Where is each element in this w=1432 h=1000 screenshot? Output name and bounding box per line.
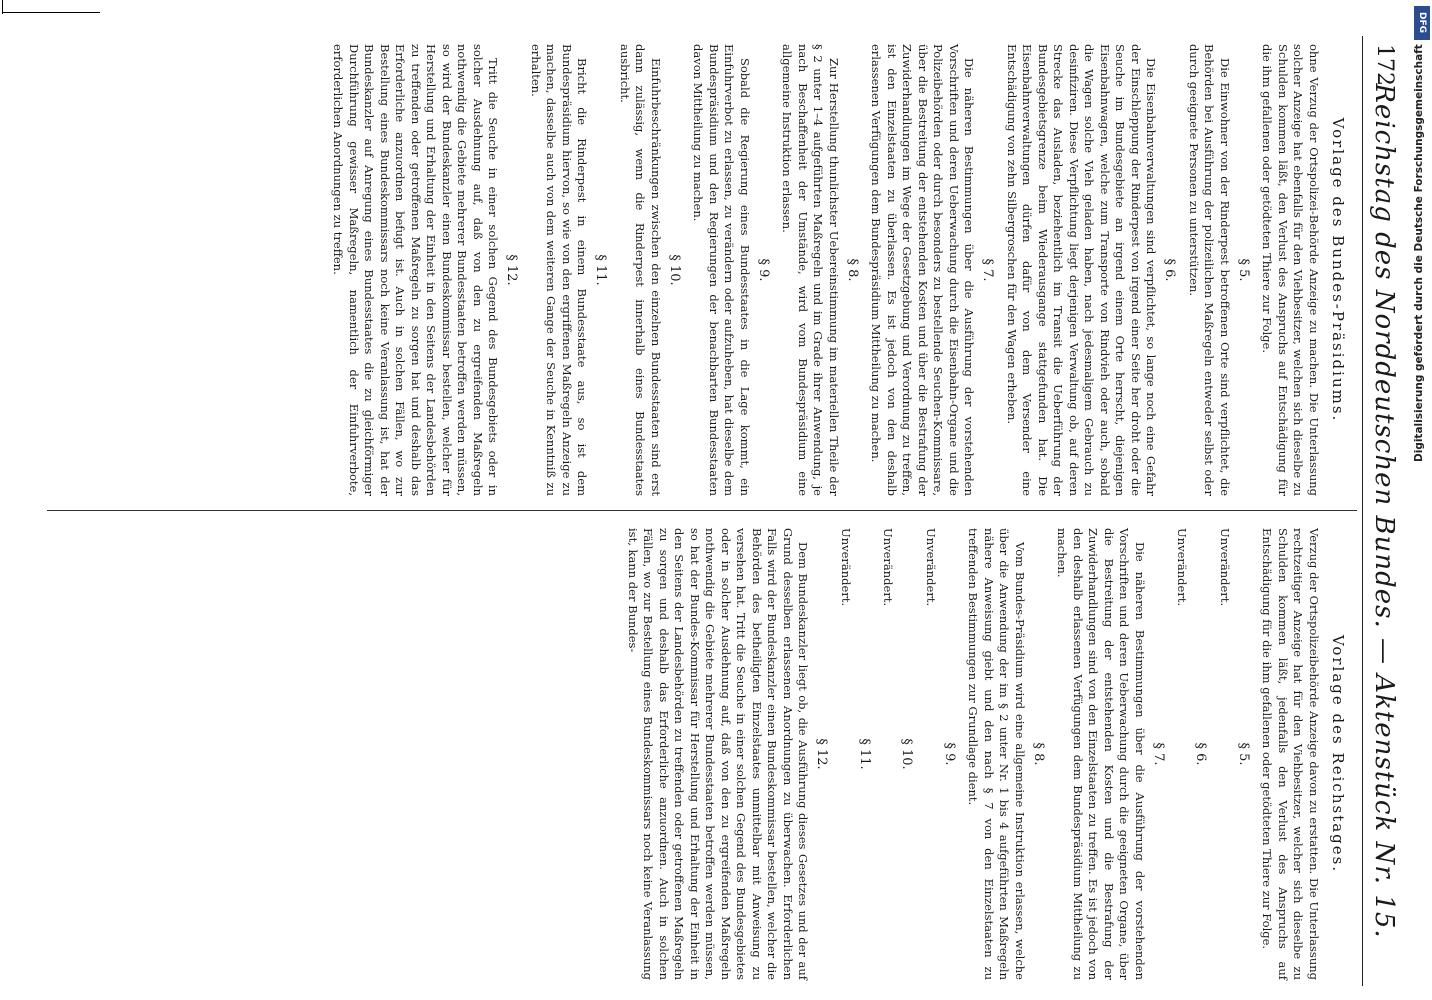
section-text: Sobald die Regierung eines Bundesstaates in die Lage kommt, ein Einfuhrverbot zu erlassen, zu verändern oder aufzuheben, hat dieselbe dem Bundespräsidium und den Regierungen der benachbarten Bundesstaaten davon Mittheilung zu machen. [691,44,752,496]
right-section [923,528,958,980]
section-number: § 8. [845,258,860,282]
left-intro-text: ohne Verzug der Ortspolizei-Behörde Anzeige zu machen. Die Unterlassung solcher Anzeige hat ebenfalls für den Viehbesitzer, welchen sich dieselbe zu Schulden kommen läßt, den Verlust des Anspruchs auf Entschädigung für die ihm gefallenen oder getödteten Thiere zur Folge. [1260,44,1321,496]
section-number: § 8. [1031,742,1046,766]
right-intro-text: Verzug der Ortspolizeibehörde Anzeige davon zu erstatten. Die Unterlassung rechtzeitiger Anzeige hat für den Viehbesitzer, welcher sich dieselbe zu Schulden kommen läßt, jedenfalls den Verlust des Anspruchs auf Entschädigung für die ihm gefallenen oder getödteten Thiere zur Folge. [1260,528,1321,980]
right-section [1174,528,1209,980]
section-note: Unverändert. [881,528,896,607]
section-text: Die näheren Bestimmungen über die Ausführung der vorstehenden Vorschriften und deren Ueberwachung durch die Eisenbahn-Organe und die Polizeibehörden oder durch besonders zu bestellende Seuchen-Kommissare, über die Bestreitung der entstehenden Kosten und über die Bestrafung der Zuwiderhandlungen im Wege der Gesetzgebung und Verordnung zu treffen, ist den Einzelstaaten zu überlassen. Es ist jedoch von den deshalb erlassenen Verfügungen dem Bundespräsidium Mittheilung zu machen. [869,44,977,496]
dfg-logo: DFG [1414,6,1430,40]
running-title: Reichstag des Norddeutschen Bundes. — Aktenstück Nr. 15. [1369,83,1399,939]
section-text: Dem Bundeskanzler liegt ob, die Ausführung dieses Gesetzes und der auf Grund desselben erlassenen Anordnungen zu überwachen. Erforderlichen Falls wird der Bundeskanzler einen Bundeskommissar bestellen, welcher die Behörden des betheiligten Einzelstaates unmittelbar mit Anweisung zu versehen hat. Tritt die Seuche in einer solchen Gegend des Bundesgebietes oder in solcher Ausdehnung auf, daß von den zu ergreifenden Maßregeln nothwendig die Gebiete mehrerer Bundesstaaten betroffen werden müssen, so hat der Bundes-Kommissar für Herstellung und Erhaltung der Einheit in den Seitens der Landesbehörden zu treffenden oder getroffenen Maßregeln zu sorgen und deshalb das Erforderliche anzuordnen. Auch in solchen Fällen, wo zur Bestellung eines Bundeskommissars noch keine Veranlassung ist, kann der Bundes- [626,528,811,980]
section-number: § 11. [593,254,609,286]
section-number: § 10. [667,254,682,286]
right-section [1054,528,1166,980]
section-note: Unverändert. [1218,528,1232,607]
right-section [965,528,1046,980]
section-note: Unverändert. [1175,528,1190,607]
section-note: Unverändert. [924,528,938,607]
section-text: Die näheren Bestimmungen über die Ausführung der vorstehenden Vorschriften und deren Ueberwachung durch die geeigneten Organe, über die Bestreitung der entstehenden Kosten und die Bestrafung der Zuwiderhandlungen sind von den Einzelstaaten zu treffen. Es ist jedoch von den deshalb erlassenen Verfügungen dem Bundespräsidium Mittheilung zu machen. [1055,528,1147,980]
column-divider [47,510,1357,511]
section-text: Die Einwohner von der Rinderpest betroffenen Orte sind verpflichtet, die Behörden bei Ausführung der polizeilichen Maßregeln entweder selbst oder durch geeignete Personen zu unterstützen. [1187,44,1232,496]
section-number: § 5. [1236,742,1251,766]
right-column [47,528,1347,980]
section-text: Tritt die Seuche in einer solchen Gegend des Bundesgebiets oder in solcher Ausdehnung auf, daß von den zu ergreifenden Maßregeln nothwendig die Gebiete mehrerer Bundesstaaten betroffen werden müssen, so wird der Bundeskanzler einen Bundeskommissar bestellen, welcher für Herstellung und Erhaltung der Einheit in den Seitens der Landesbehörden zu treffenden oder getroffenen Maßregeln zu sorgen hat und deshalb das Erforderliche anzuordnen befugt ist. Auch in solchen Fällen, wo zur Bestellung eines Bundeskommissars noch keine Veranlassung ist, hat der Bundeskanzler auf Anregung eines Bundesstaates die zu gleichförmiger Durchführung gewisser Maßregeln, namentlich der Einfuhrverbote, erforderlichen Anordnungen zu treffen. [331,44,501,496]
page-number: 172 [1372,44,1397,86]
left-section [690,44,771,496]
section-number: § 6. [1193,742,1209,766]
digitization-credit: Digitalisierung gefördert durch die Deutsche Forschungsgemeinschaft [1413,44,1425,462]
page-header [1362,36,1403,986]
section-number: § 11. [857,738,872,770]
section-text: Die Eisenbahnverwaltungen sind verpflichtet, so lange noch eine Gefahr der Einschleppung der Rinderpest von irgend einer Seite her droht oder die Seuche im Bundesgebiete an irgend einem Orte herrscht, diejenigen Eisenbahnwagen, welche zum Transporte von Rindvieh oder auch, sobald die Wagen solche Vieh geladen haben, nach jedesmaligem Gebrauch zu desinfiziren. Diese Verpflichtung liegt derjenigen Verwaltung ob, auf deren Strecke das Ausladen, beziehentlich im Transit die Ueberführung der Bundesgebietsgrenze beim Wiederausgange stattgefunden hat. Die Eisenbahnverwaltungen dürfen dafür von dem Versender eine Entschädigung von zehn Silbergroschen für den Wagen erheben. [1005,44,1159,496]
left-section [617,44,683,496]
section-number: § 12. [814,738,830,770]
section-number: § 7. [980,258,996,282]
page-content [35,36,1403,986]
section-number: § 6. [1162,258,1178,282]
left-section [868,44,996,496]
left-section [1004,44,1178,496]
section-number: § 9. [942,742,957,766]
scanned-page [35,36,1403,986]
left-section [1186,44,1252,496]
left-section [779,44,860,496]
section-number: § 10. [899,738,915,770]
right-section [838,528,873,980]
left-section [330,44,520,496]
right-column-heading: Vorlage des Reichstages. [1329,634,1347,874]
section-number: § 12. [504,254,520,286]
section-text: Vom Bundes-Präsidium wird eine allgemeine Instruktion erlassen, welche über die Anwendung der im § 2 unter Nr. 1 bis 4 aufgeführten Maßregeln nähere Anweisung giebt und den nach § 7 von den Einzelstaaten zu treffenden Bestimmungen zur Grundlage dient. [966,528,1027,980]
section-text: Bricht die Rinderpest in einem Bundesstaate aus, so ist dem Bundespräsidium hiervon, so wie von den ergriffenen Maßregeln Anzeige zu machen, dasselbe auch von dem weiteren Gange der Seuche in Kenntniß zu erhalten. [529,44,590,496]
left-column [47,44,1347,496]
section-text: Zur Herstellung thunlichster Uebereinstimmung im materiellen Theile der § 2 unter 1–4 aufgeführten Maßregeln und im Grade ihrer Anwendung, je nach Beschaffenheit der Umstände, wird vom Bundespräsidium eine allgemeine Instruktion erlassen. [780,44,841,496]
section-note: Unverändert. [839,528,853,607]
left-section [528,44,609,496]
left-column-heading: Vorlage des Bundes-Präsidiums. [1329,117,1347,423]
corner-crop-mark [0,0,100,14]
right-section [880,528,915,980]
section-number: § 9. [756,258,771,282]
section-number: § 7. [1151,742,1166,766]
section-text: Einfuhrbeschränkungen zwischen den einzelnen Bundesstaaten sind erst dann zulässig, wenn die Rinderpest innerhalb eines Bundesstaates ausbricht. [618,44,663,496]
right-section [1217,528,1252,980]
right-section [625,528,830,980]
section-number: § 5. [1236,258,1251,282]
